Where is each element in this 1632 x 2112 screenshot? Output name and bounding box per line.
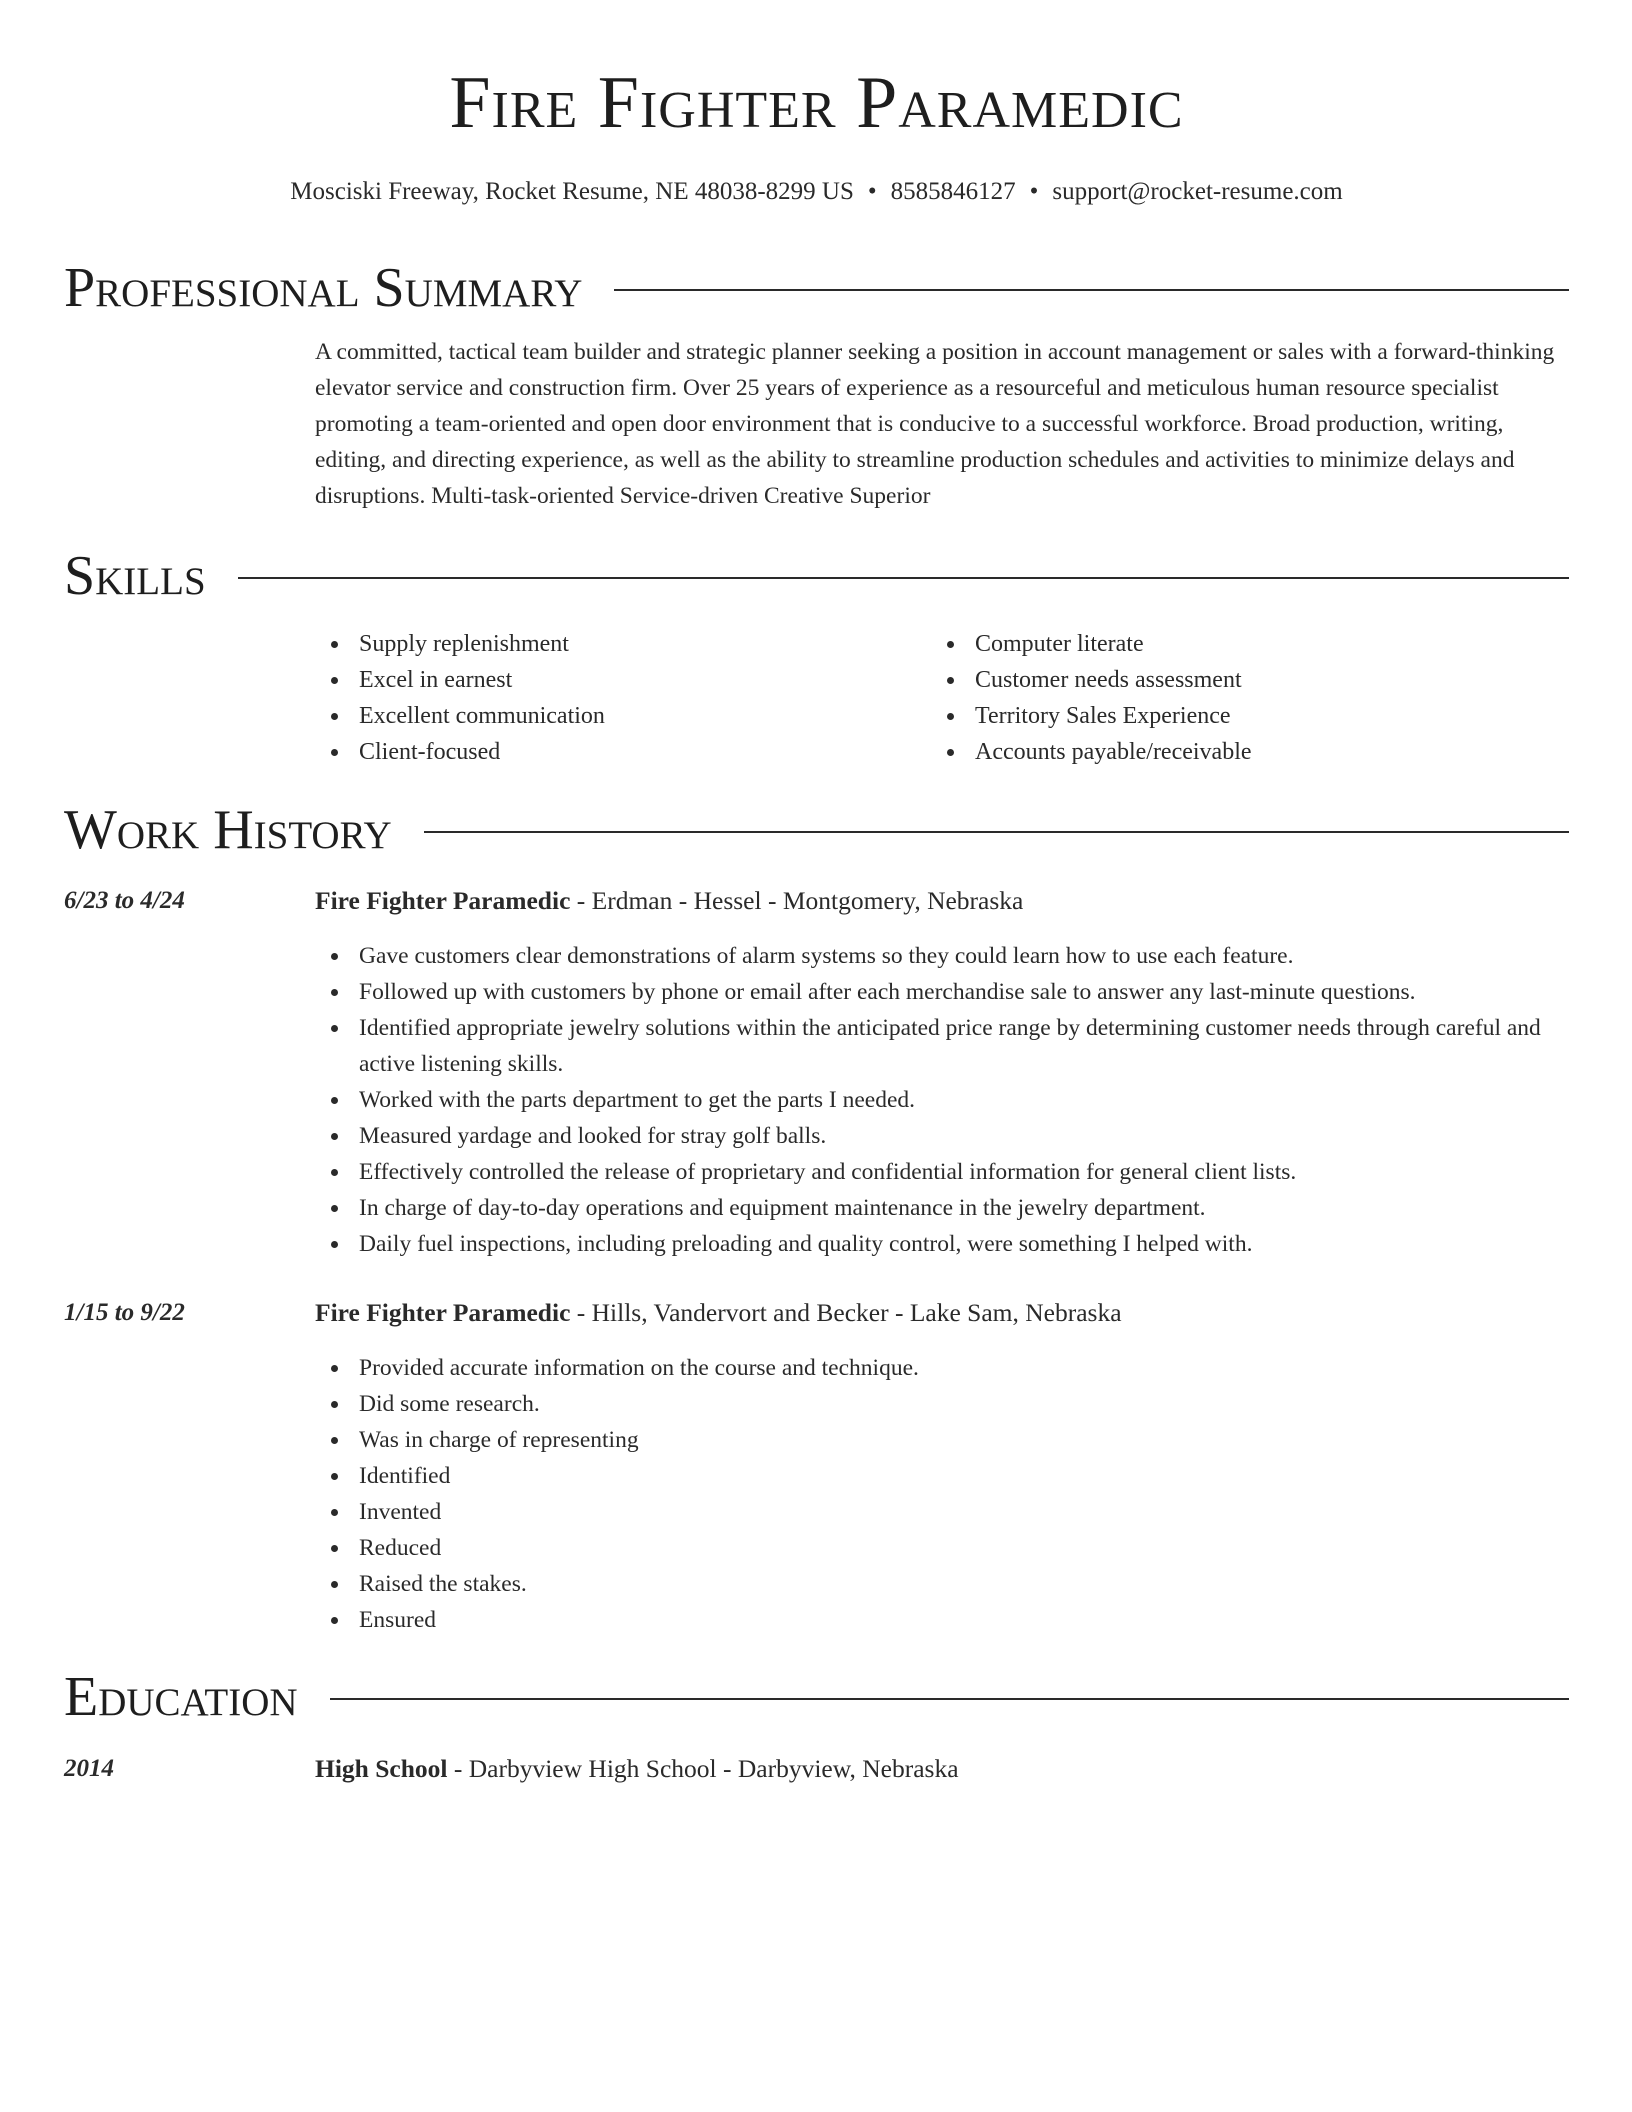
- education-school: - Darbyview High School - Darbyview, Nebraska: [447, 1754, 959, 1783]
- section-divider: [330, 1698, 1569, 1700]
- job-bullet: Daily fuel inspections, including preloading and quality control, were something I helped with.: [315, 1226, 1569, 1262]
- skills-section-header: [64, 541, 1569, 611]
- job-bullet: Was in charge of representing: [315, 1422, 1569, 1458]
- work-section-header: [64, 795, 1569, 865]
- skills-list-right: [931, 626, 1531, 770]
- job-employer: - Hills, Vandervort and Becker - Lake Sam, Nebraska: [570, 1298, 1122, 1327]
- job-bullet: Ensured: [315, 1602, 1569, 1638]
- section-divider: [238, 577, 1569, 579]
- job-bullet: Gave customers clear demonstrations of alarm systems so they could learn how to use each feature.: [315, 938, 1569, 974]
- education-section-header: [64, 1662, 1569, 1732]
- skill-item: Excellent communication: [315, 698, 915, 734]
- job-bullet: Identified: [315, 1458, 1569, 1494]
- job-bullet: Raised the stakes.: [315, 1566, 1569, 1602]
- job-bullet: Measured yardage and looked for stray golf balls.: [315, 1118, 1569, 1154]
- job-dates: 1/15 to 9/22: [64, 1299, 185, 1326]
- contact-email: support@rocket-resume.com: [1052, 178, 1343, 205]
- contact-address: Mosciski Freeway, Rocket Resume, NE 48038-8299 US: [290, 178, 854, 205]
- job-bullet: Worked with the parts department to get the parts I needed.: [315, 1082, 1569, 1118]
- education-year: 2014: [64, 1755, 114, 1782]
- summary-section-title: Professional Summary: [64, 257, 583, 319]
- job-bullet: Identified appropriate jewelry solutions within the anticipated price range by determining customer needs through careful and active listening skills.: [315, 1010, 1569, 1082]
- contact-phone: 8585846127: [890, 178, 1016, 205]
- job-bullet: Followed up with customers by phone or email after each merchandise sale to answer any last-minute questions.: [315, 974, 1569, 1010]
- contact-separator: •: [867, 178, 877, 205]
- job-title-line: [315, 883, 1569, 919]
- section-divider: [424, 831, 1569, 833]
- skill-item: Excel in earnest: [315, 662, 915, 698]
- education-line: [315, 1751, 1569, 1787]
- job-bullet: Provided accurate information on the course and technique.: [315, 1350, 1569, 1386]
- job-bullet: Did some research.: [315, 1386, 1569, 1422]
- job-role: Fire Fighter Paramedic: [315, 886, 571, 915]
- contact-line: [64, 174, 1569, 210]
- skill-item: Supply replenishment: [315, 626, 915, 662]
- skill-item: Territory Sales Experience: [931, 698, 1531, 734]
- skill-item: Computer literate: [931, 626, 1531, 662]
- job-employer: - Erdman - Hessel - Montgomery, Nebraska: [570, 886, 1024, 915]
- job-title-line: [315, 1295, 1569, 1331]
- job-bullet: Effectively controlled the release of proprietary and confidential information for general client lists.: [315, 1154, 1569, 1190]
- education-section-title: Education: [64, 1666, 298, 1728]
- job-role: Fire Fighter Paramedic: [315, 1298, 571, 1327]
- job-bullet: Invented: [315, 1494, 1569, 1530]
- skill-item: Accounts payable/receivable: [931, 734, 1531, 770]
- job-bullets: [315, 938, 1569, 1262]
- summary-text: A committed, tactical team builder and strategic planner seeking a position in account management or sales with a forward-thinking elevator service and construction firm. Over 25 years of experience as a resourceful and meticulous human resource specialist promoting a team-oriented and open door environment that is conducive to a successful workforce. Broad production, writing, editing, and directing experience, as well as the ability to streamline production schedules and activities to minimize delays and disruptions. Multi-task-oriented Service-driven Creative Superior: [315, 339, 1555, 509]
- job-bullets: [315, 1350, 1569, 1638]
- skill-item: Client-focused: [315, 734, 915, 770]
- contact-separator: •: [1029, 178, 1039, 205]
- skills-section-title: Skills: [64, 545, 206, 607]
- job-dates: 6/23 to 4/24: [64, 887, 185, 914]
- work-section-title: Work History: [64, 799, 392, 861]
- job-bullet: Reduced: [315, 1530, 1569, 1566]
- skills-list-left: [315, 626, 915, 770]
- skill-item: Customer needs assessment: [931, 662, 1531, 698]
- resume-name: Fire Fighter Paramedic: [449, 62, 1184, 144]
- section-divider: [614, 289, 1569, 291]
- job-bullet: In charge of day-to-day operations and equipment maintenance in the jewelry department.: [315, 1190, 1569, 1226]
- education-degree: High School: [315, 1754, 448, 1783]
- summary-section-header: [64, 253, 1569, 323]
